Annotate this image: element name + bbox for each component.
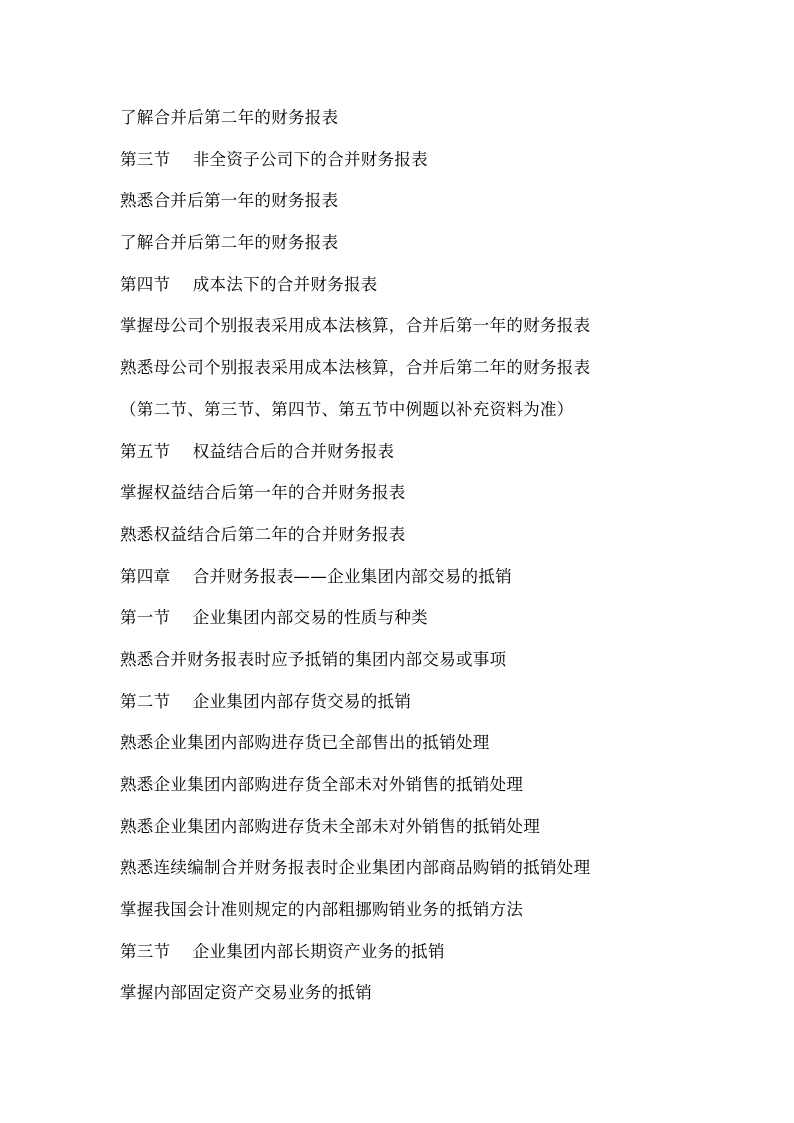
section-heading: 第三节 非全资子公司下的合并财务报表 [120,149,428,169]
text-line: 熟悉企业集团内部购进存货已全部售出的抵销处理 [120,733,490,753]
text-line: 熟悉母公司个别报表采用成本法核算，合并后第二年的财务报表 [120,358,591,378]
text-line: 了解合并后第二年的财务报表 [120,233,339,253]
document-body [120,104,760,1021]
note-line: （第二节、第三节、第四节、第五节中例题以补充资料为准） [120,399,574,419]
text-line: 熟悉权益结合后第二年的合并财务报表 [120,524,406,544]
section-heading: 第二节 企业集团内部存货交易的抵销 [120,691,412,711]
text-line: 熟悉合并后第一年的财务报表 [120,191,339,211]
text-line: 掌握母公司个别报表采用成本法核算，合并后第一年的财务报表 [120,316,591,336]
section-heading: 第三节 企业集团内部长期资产业务的抵销 [120,941,445,961]
text-line: 熟悉企业集团内部购进存货全部未对外销售的抵销处理 [120,775,524,794]
text-line: 掌握内部固定资产交易业务的抵销 [120,983,372,1003]
text-line: 掌握我国会计准则规定的内部粗挪购销业务的抵销方法 [120,900,524,920]
text-line: 了解合并后第二年的财务报表 [120,108,339,127]
section-heading: 第五节 权益结合后的合并财务报表 [120,441,395,461]
section-heading: 第四节 成本法下的合并财务报表 [120,274,378,294]
text-line: 熟悉连续编制合并财务报表时企业集团内部商品购销的抵销处理 [120,858,591,878]
text-line: 掌握权益结合后第一年的合并财务报表 [120,483,406,503]
text-line: 熟悉合并财务报表时应予抵销的集团内部交易或事项 [120,649,507,669]
chapter-heading: 第四章 合并财务报表——企业集团内部交易的抵销 [120,566,512,586]
section-heading: 第一节 企业集团内部交易的性质与种类 [120,608,428,628]
text-line: 熟悉企业集团内部购进存货未全部未对外销售的抵销处理 [120,816,540,836]
